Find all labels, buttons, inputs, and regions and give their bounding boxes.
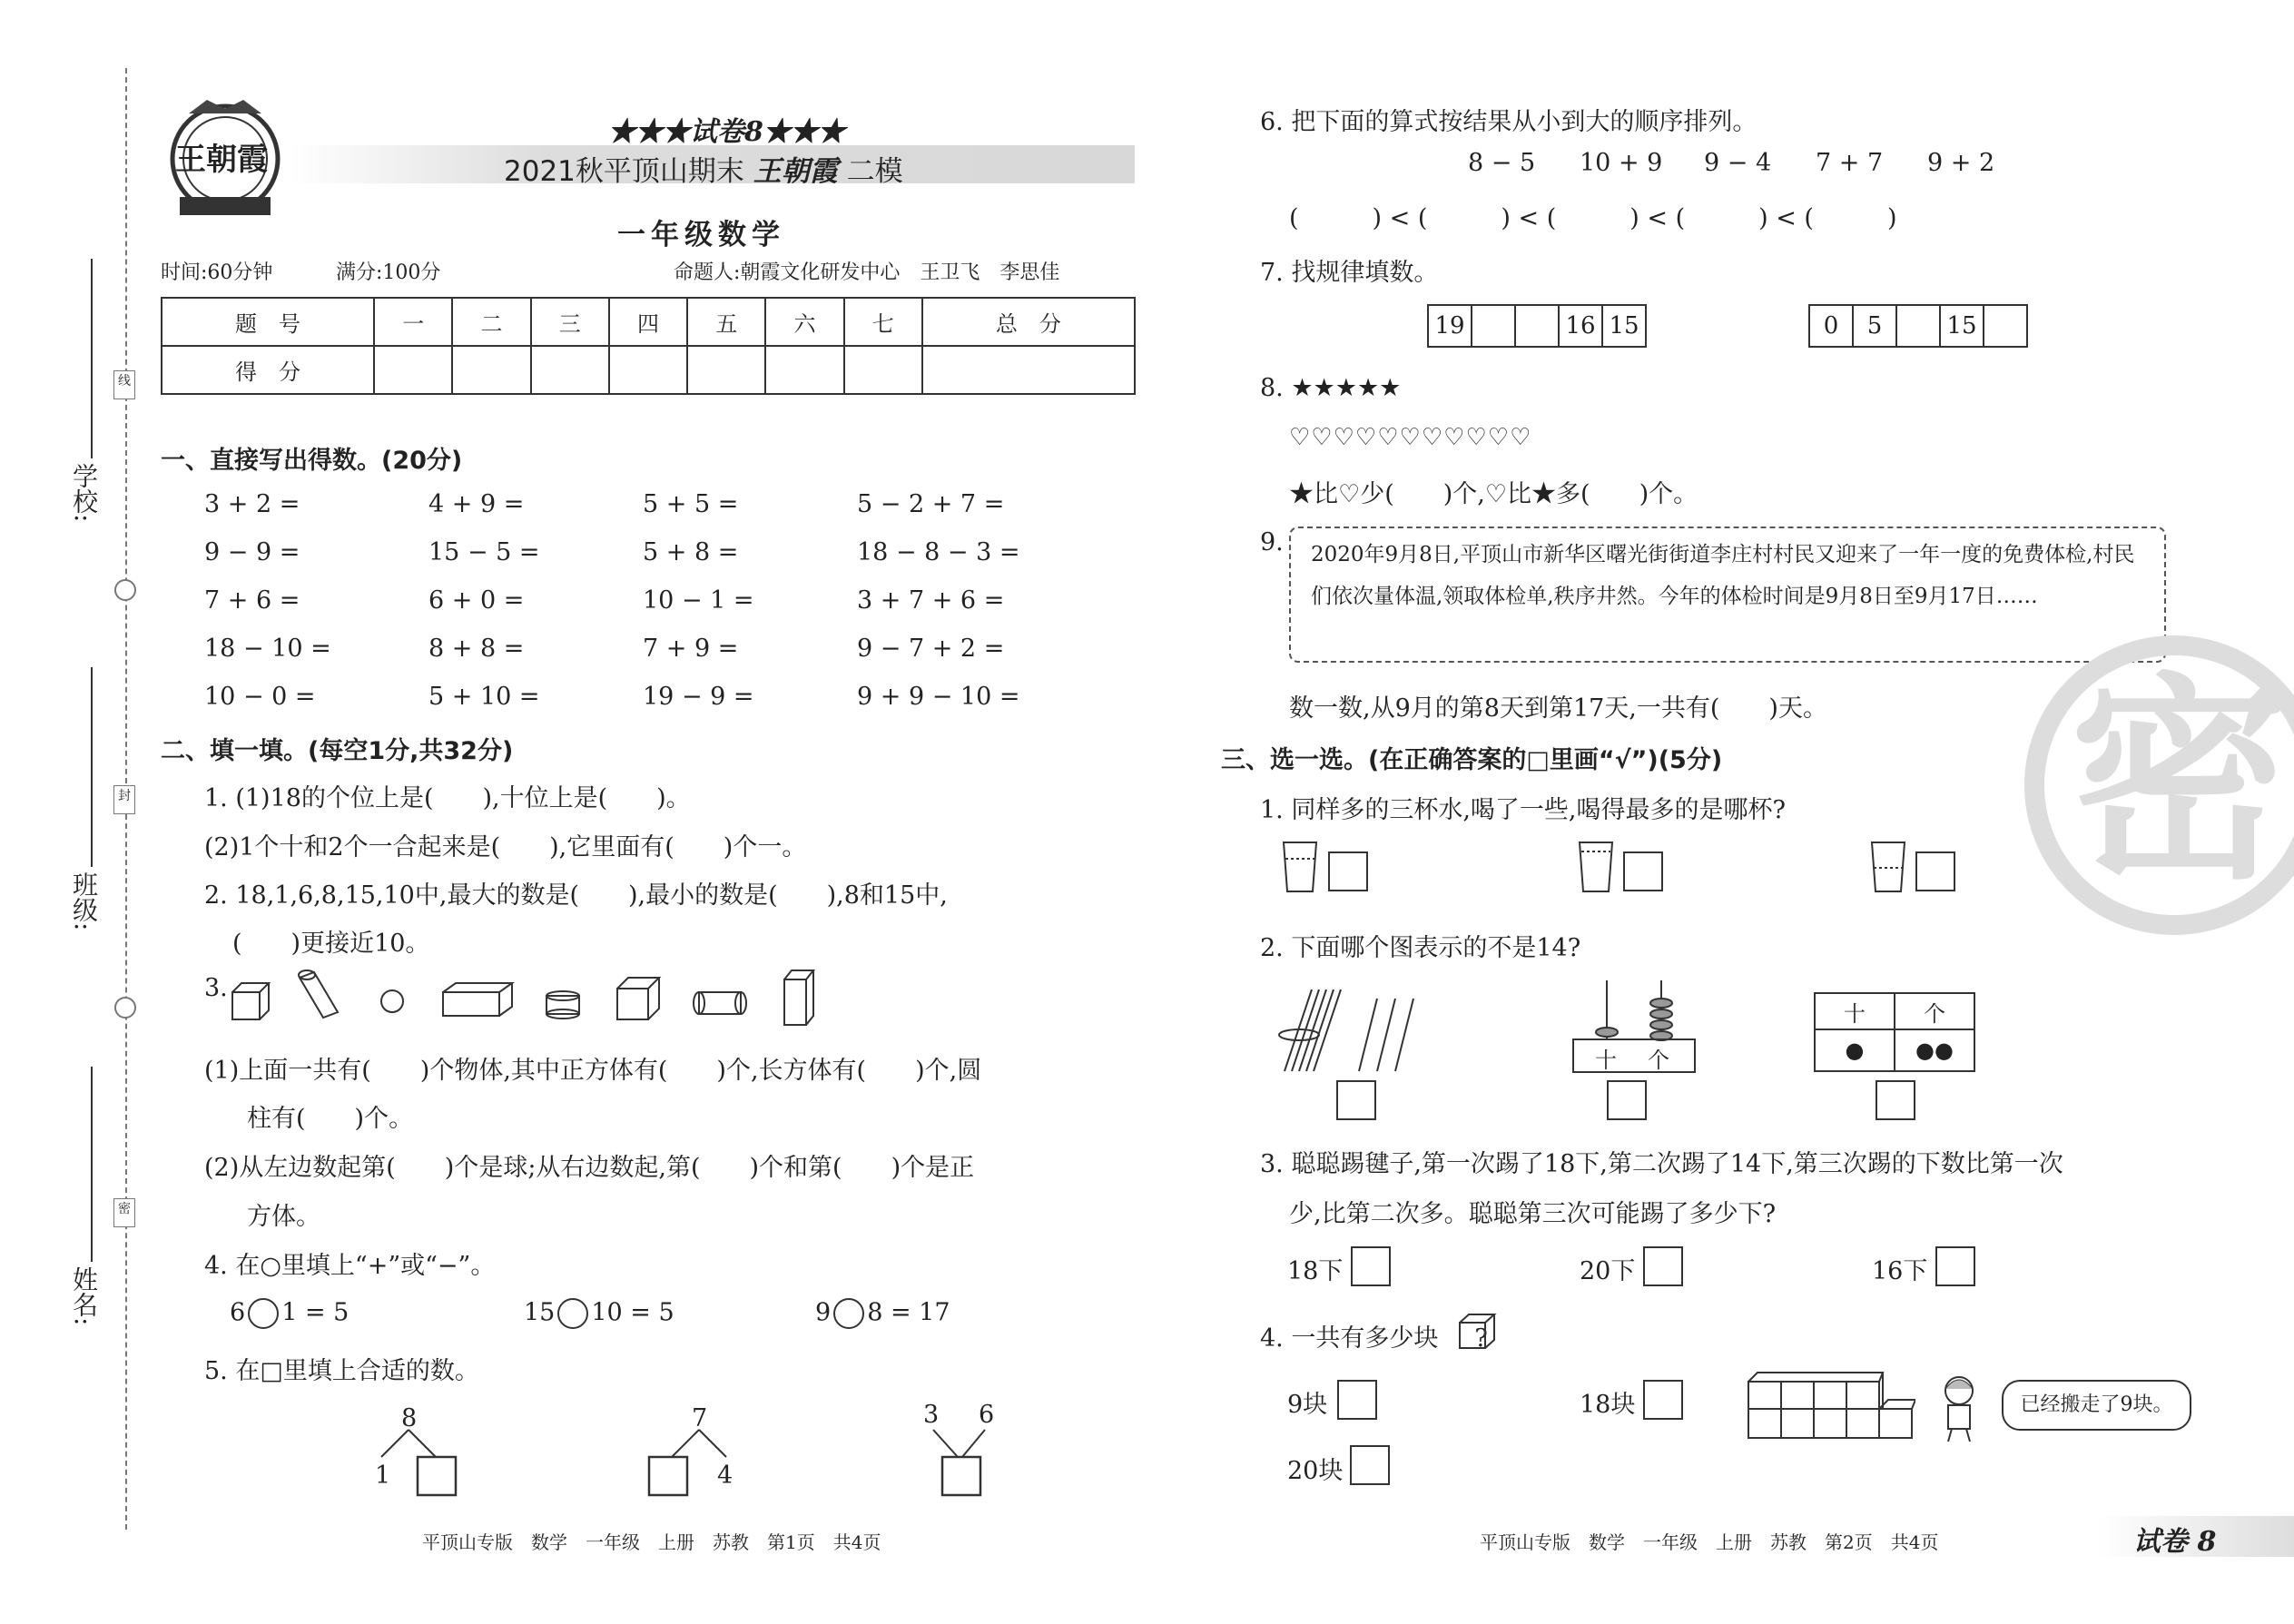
expression-item: 8 − 5 <box>1468 149 1536 177</box>
question-2-5: 5. 在□里填上合适的数。 <box>204 1357 479 1385</box>
answer-checkbox[interactable] <box>1337 1380 1377 1420</box>
answer-checkbox[interactable] <box>1350 1445 1390 1485</box>
calculation-item[interactable]: 4 + 9 = <box>428 490 525 518</box>
option-label: 18下 <box>1287 1257 1344 1285</box>
binding-hole-icon <box>114 579 136 601</box>
score-input-cell[interactable] <box>374 346 452 394</box>
section3-title: 三、选一选。(在正确答案的□里画“√”)(5分) <box>1221 746 1723 774</box>
calculation-item[interactable]: 15 − 5 = <box>428 538 540 566</box>
option-label: 18块 <box>1580 1391 1636 1419</box>
calculation-item[interactable]: 3 + 7 + 6 = <box>857 586 1005 615</box>
small-cube-icon <box>1457 1312 1497 1352</box>
school-label: 学校: <box>69 463 99 523</box>
calculation-item[interactable]: 10 − 0 = <box>204 683 316 711</box>
question-2-7: 7. 找规律填数。 <box>1260 259 1439 287</box>
calculation-item[interactable]: 3 + 2 = <box>204 490 300 518</box>
sequence-cell: 16 <box>1558 304 1603 348</box>
sequence-cell: 15 <box>1601 304 1647 348</box>
sequence-cell[interactable] <box>1514 304 1560 348</box>
option-label: 16下 <box>1872 1257 1928 1285</box>
sign-equation: 6 1 = 5 <box>230 1298 349 1329</box>
calculation-item[interactable]: 19 − 9 = <box>643 683 754 711</box>
footer-badge: 试卷 8 <box>2133 1526 2217 1558</box>
section2-title: 二、填一填。(每空1分,共32分) <box>161 737 514 765</box>
option-label: 9块 <box>1287 1391 1328 1419</box>
sequence-1 <box>1427 304 1645 348</box>
sign-equation: 15 10 = 5 <box>524 1298 674 1329</box>
answer-checkbox[interactable] <box>1935 1246 1975 1286</box>
tree2-top: 7 <box>692 1404 708 1432</box>
place-value-cell: 十 <box>1815 993 1895 1029</box>
sequence-2 <box>1808 304 2026 348</box>
score-input-cell[interactable] <box>844 346 922 394</box>
question-2-3: 3. <box>204 974 228 1002</box>
calculation-item[interactable]: 5 + 8 = <box>643 538 739 566</box>
abacus-icon <box>1570 976 1698 1076</box>
question-2-1a: 1. (1)18的个位上是( ),十位上是( )。 <box>204 784 691 812</box>
question-3-3a: 3. 聪聪踢毽子,第一次踢了18下,第二次踢了14下,第三次踢的下数比第一次 <box>1260 1150 2063 1178</box>
score-input-cell[interactable] <box>531 346 609 394</box>
calculation-item[interactable]: 5 + 10 = <box>428 683 540 711</box>
answer-checkbox[interactable] <box>1607 1080 1647 1120</box>
calculation-item[interactable]: 5 + 5 = <box>643 490 739 518</box>
calculation-item[interactable]: 5 − 2 + 7 = <box>857 490 1005 518</box>
character-icon <box>1932 1371 1995 1443</box>
question-2-2b: ( )更接近10。 <box>232 930 430 958</box>
place-value-cell: ● <box>1815 1029 1895 1071</box>
score-table-cell: 二 <box>452 298 530 346</box>
option-label: 20块 <box>1287 1457 1344 1485</box>
expression-item: 10 + 9 <box>1580 149 1663 177</box>
question-2-8: 8. ★★★★★ <box>1260 374 1402 402</box>
sign-equation: 9 8 = 17 <box>815 1298 950 1329</box>
score-table-cell: 三 <box>531 298 609 346</box>
full-score: 满分:100分 <box>336 261 441 284</box>
section1-title: 一、直接写出得数。(20分) <box>161 447 463 475</box>
score-table-cell: 题 号 <box>162 298 374 346</box>
sequence-cell[interactable] <box>1983 304 2028 348</box>
question-3-2: 2. 下面哪个图表示的不是14? <box>1260 934 1581 962</box>
calculation-item[interactable]: 7 + 6 = <box>204 586 300 615</box>
solid-shapes-icon <box>227 967 826 1030</box>
place-value-cell: 个 <box>1895 993 1974 1029</box>
question-2-3-2b: 方体。 <box>247 1203 320 1231</box>
question-2-3-2a: (2)从左边数起第( )个是球;从右边数起,第( )个和第( )个是正 <box>204 1154 975 1182</box>
paper-title: 2021秋平顶山期末 王朝霞 二模 <box>504 155 903 188</box>
score-table-header-row <box>162 298 1135 346</box>
question-2-9: 9. <box>1260 528 1284 556</box>
calculation-item[interactable]: 7 + 9 = <box>643 635 739 663</box>
score-table-score-row <box>162 346 1135 394</box>
question-2-2a: 2. 18,1,6,8,15,10中,最大的数是( ),最小的数是( ),8和15中, <box>204 881 948 910</box>
score-table-cell: 得 分 <box>162 346 374 394</box>
answer-checkbox[interactable] <box>1643 1246 1683 1286</box>
place-value-cell: ●● <box>1895 1029 1974 1071</box>
sign-circle[interactable] <box>833 1298 864 1329</box>
tree3-top-right: 6 <box>979 1401 995 1429</box>
score-table-cell: 六 <box>765 298 843 346</box>
calculation-item[interactable]: 18 − 10 = <box>204 635 331 663</box>
score-table-cell: 七 <box>844 298 922 346</box>
score-table-cell: 四 <box>609 298 687 346</box>
score-table-cell: 五 <box>687 298 765 346</box>
name-label: 姓名: <box>69 1266 99 1326</box>
answer-checkbox[interactable] <box>1623 851 1663 891</box>
exam-authors: 命题人:朝霞文化研发中心 王卫飞 李思佳 <box>674 261 1060 284</box>
calculation-item[interactable]: 9 + 9 − 10 = <box>857 683 1020 711</box>
option-label: 20下 <box>1580 1257 1636 1285</box>
question-2-8-line: ★比♡少( )个,♡比★多( )个。 <box>1289 480 1698 508</box>
exam-time: 时间:60分钟 <box>161 261 273 284</box>
question-2-6-order: ( ) < ( ) < ( ) < ( ) < ( ) <box>1289 204 1897 232</box>
sequence-cell: 0 <box>1808 304 1854 348</box>
news-note: 2020年9月8日,平顶山市新华区曙光街街道李庄村村民又迎来了一年一度的免费体检,村民们依次量体温,领取体检单,秩序井然。今年的体检时间是9月8日至9月17日…… <box>1289 527 2166 663</box>
question-2-9-question: 数一数,从9月的第8天到第17天,一共有( )天。 <box>1289 694 1827 723</box>
sign-circle[interactable] <box>248 1298 279 1329</box>
line-mark: 线 <box>113 370 135 399</box>
abacus-tens-label: 十 <box>1595 1048 1617 1073</box>
question-3-3b: 少,比第二次多。聪聪第三次可能踢了多少下? <box>1289 1200 1777 1228</box>
score-input-cell[interactable] <box>609 346 687 394</box>
footer-right: 平顶山专版 数学 一年级 上册 苏教 第2页 共4页 <box>1480 1531 1939 1553</box>
calculation-item[interactable]: 8 + 8 = <box>428 635 525 663</box>
answer-checkbox[interactable] <box>1328 851 1368 891</box>
sequence-cell: 5 <box>1852 304 1897 348</box>
tree3-top-left: 3 <box>923 1401 940 1429</box>
sequence-cell: 19 <box>1427 304 1472 348</box>
class-label: 班级: <box>69 871 99 931</box>
hearts-row: ♡♡♡♡♡♡♡♡♡♡♡ <box>1289 424 1532 451</box>
sticks-bundle-icon <box>1275 980 1430 1080</box>
sequence-cell[interactable] <box>1471 304 1516 348</box>
seal-mark: 封 <box>113 785 135 814</box>
name-field[interactable] <box>91 1067 93 1262</box>
score-input-cell[interactable] <box>452 346 530 394</box>
sequence-cell[interactable] <box>1895 304 1941 348</box>
answer-checkbox[interactable] <box>1915 851 1955 891</box>
question-2-4: 4. 在○里填上“+”或“−”。 <box>204 1252 496 1280</box>
expression-item: 9 + 2 <box>1927 149 1995 177</box>
footer-left: 平顶山专版 数学 一年级 上册 苏教 第1页 共4页 <box>422 1531 881 1553</box>
calculation-item[interactable]: 6 + 0 = <box>428 586 525 615</box>
score-table-cell: 总 分 <box>922 298 1135 346</box>
place-value-table <box>1814 992 1975 1072</box>
question-3-1: 1. 同样多的三杯水,喝了一些,喝得最多的是哪杯? <box>1260 796 1786 824</box>
calculation-item[interactable]: 9 − 9 = <box>204 538 300 566</box>
abacus-ones-label: 个 <box>1648 1048 1669 1073</box>
expression-item: 9 − 4 <box>1704 149 1772 177</box>
calculation-item[interactable]: 10 − 1 = <box>643 586 754 615</box>
answer-checkbox[interactable] <box>1336 1080 1376 1120</box>
subject-title: 一年级数学 <box>617 219 785 251</box>
question-2-1b: (2)1个十和2个一合起来是( ),它里面有( )个一。 <box>204 833 807 861</box>
expression-item: 7 + 7 <box>1816 149 1884 177</box>
answer-checkbox[interactable] <box>1351 1246 1391 1286</box>
seal-watermark-char: 密 <box>2070 653 2289 909</box>
question-2-3-1b: 柱有( )个。 <box>247 1105 414 1133</box>
paper-series: ★★★试卷8★★★ <box>608 116 845 148</box>
calculation-item[interactable]: 18 − 8 − 3 = <box>857 538 1020 566</box>
tree2-right: 4 <box>717 1462 733 1490</box>
question-2-3-1a: (1)上面一共有( )个物体,其中正方体有( )个,长方体有( )个,圆 <box>204 1057 982 1085</box>
tree1-top: 8 <box>401 1404 418 1432</box>
score-input-cell[interactable] <box>687 346 765 394</box>
sign-circle[interactable] <box>557 1298 588 1329</box>
school-field[interactable] <box>91 259 93 458</box>
sequence-cell: 15 <box>1939 304 1984 348</box>
class-field[interactable] <box>91 667 93 867</box>
score-input-cell[interactable] <box>765 346 843 394</box>
question-2-6: 6. 把下面的算式按结果从小到大的顺序排列。 <box>1260 108 1757 136</box>
speech-bubble: 已经搬走了9块。 <box>2002 1380 2191 1431</box>
tree1-left: 1 <box>375 1462 391 1490</box>
cube-stack-icon <box>1743 1362 1915 1443</box>
score-input-cell[interactable] <box>922 346 1135 394</box>
score-table-cell: 一 <box>374 298 452 346</box>
question-3-4: 4. 一共有多少块 ? <box>1260 1324 1488 1353</box>
answer-checkbox[interactable] <box>1876 1080 1915 1120</box>
calculation-item[interactable]: 9 − 7 + 2 = <box>857 635 1005 663</box>
score-table <box>161 297 1136 395</box>
brand-logo-text: 王朝霞 <box>175 142 268 178</box>
answer-checkbox[interactable] <box>1643 1380 1683 1420</box>
binding-hole-icon <box>114 997 136 1019</box>
secret-mark: 密 <box>113 1198 135 1227</box>
